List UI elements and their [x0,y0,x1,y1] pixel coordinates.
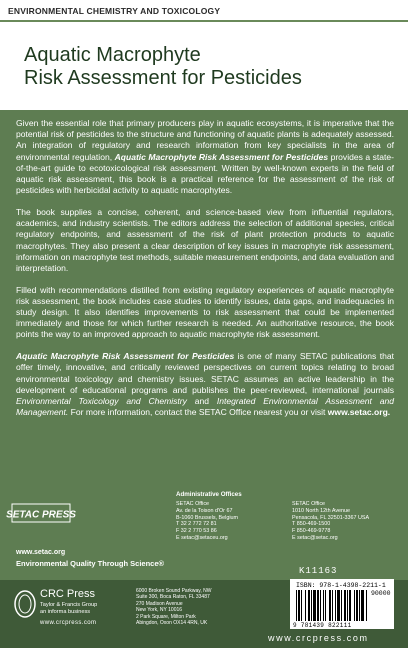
barcode-bar [305,590,306,621]
publisher-addresses [136,588,212,626]
barcode-bar [313,590,316,621]
svg-text:SETAC PRESS: SETAC PRESS [6,509,76,521]
product-code: K11163 [299,566,338,576]
barcode-bar [329,590,331,621]
barcode-bar [356,590,358,621]
barcode-bar [354,590,355,621]
publisher-group: Taylor & Francis Group [40,602,98,608]
publisher-business: an informa business [40,609,91,615]
series-name: ENVIRONMENTAL CHEMISTRY AND TOXICOLOGY [8,6,221,16]
address-line: 270 Madison Avenue [136,600,183,607]
barcode-bar [349,590,351,621]
barcode-bar [323,590,324,621]
back-cover-description [16,118,394,429]
barcode-bar [361,590,364,621]
journal-name: Environmental Toxicology and Chemistry [16,395,187,406]
address-line: New York, NY 10016 [136,607,183,614]
paragraph-2: The book supplies a concise, coherent, and science-based view from influential regulators, academics, and industry scientists. The editors address the selection of additional species, critical regulatory endpoints, and assessment of the risk of plant protection products to aquatic macrophytes. They also present a clear description of key issues in macrophyte risk assessment, information on macrophyte test methods, suitable measurement endpoints, and data evaluation and interpretation. [16,206,394,273]
address-line: Suite 300, Boca Raton, FL 33487 [136,594,210,601]
office-line: F 850-469-9778 [292,528,331,535]
barcode-bar [325,590,326,621]
office-line: 1010 North 12th Avenue [292,507,351,514]
barcode-bar [337,590,340,621]
crcpress-site[interactable]: www.crcpress.com [268,633,369,643]
text-span: and [186,395,217,406]
barcode-bar [335,590,336,621]
text-span: For more information, contact the SETAC Office nearest you or visit [68,407,328,418]
barcode-bar [301,590,302,621]
office-line: E setac@setaceu.org [176,534,228,541]
barcode-bar [317,590,319,621]
price-code: 90000 [371,590,391,597]
setac-tagline: Environmental Quality Through Science® [16,559,165,568]
book-title-inline: Aquatic Macrophyte Risk Assessment for Pesticides [16,351,235,362]
admin-offices-heading: Administrative Offices [176,491,242,498]
paragraph-1 [16,118,394,196]
header-divider [0,20,408,22]
barcode-bar [332,590,333,621]
barcode-bar [296,590,297,621]
office-line: T 32 2 772 72 81 [176,521,217,528]
crc-press-logo-icon [14,589,36,619]
office-line: B-1060 Brussels, Belgium [176,514,239,521]
office-north-america [292,501,369,542]
barcode-digits: 9 781439 822111 [293,622,352,629]
isbn-barcode [294,590,392,622]
barcode-bar [341,590,342,621]
office-line: SETAC Office [176,501,210,507]
setac-press-logo [6,502,76,524]
office-line: SETAC Office [292,501,326,507]
barcode-bar [344,590,346,621]
barcode-bar [298,590,300,621]
barcode-bar [359,590,360,621]
office-line: T 850-469-1500 [292,521,331,528]
address-line: Abingdon, Oxon OX14 4RN, UK [136,620,208,627]
book-title [24,44,302,90]
text-span: is one of many SETAC publications that offer timely, innovative, and critically reviewed perspectives on current topics relating to broad environmental toxicology and chemistry issues. SETAC assumes an active leadership in the development of educational programs and publishes the peer-reviewed, international journals [16,351,394,395]
barcode-bar [308,590,310,621]
publisher-name: CRC Press [40,588,96,600]
text-span: Given the essential role that primary producers play in aquatic ecosystems, it is imperative that the potential risk of pesticides to the structure and functioning of aquatic plants is adequately assessed. An integration of regulatory and research information from key specialists in the area of environmental regulation, [16,118,394,162]
office-line: F 32 2 770 53 86 [176,528,217,535]
journal-name: Integrated Environmental Assessment and Management. [16,395,394,418]
office-line: Av. de la Toison d'Or 67 [176,507,233,514]
setac-url-link[interactable]: www.setac.org. [327,407,391,418]
address-line: 6000 Broken Sound Parkway, NW [136,588,212,594]
barcode-bar [320,590,321,621]
setac-website[interactable]: www.setac.org [16,549,66,556]
paragraph-3: Filled with recommendations distilled from existing regulatory experiences of aquatic macrophyte risk assessment, the book includes case studies to identify issues, data gaps, and inadequacies in study design. It also identifies improvements to risk assessment that could be implemented immediately and those for which further research is needed. An authoritative resource, the book points the way to an improved approach to aquatic macrophyte risk assessment. [16,284,394,340]
publisher-website[interactable]: www.crcpress.com [40,620,97,626]
barcode-bar [311,590,312,621]
isbn-number: ISBN: 978-1-4398-2211-1 [296,582,386,589]
title-line-1: Aquatic Macrophyte [24,44,201,66]
office-line: E setac@setac.org [292,534,338,541]
barcode-bar [366,590,367,621]
title-line-2: Risk Assessment for Pesticides [24,67,302,89]
text-span: provides a state-of-the-art guide to ecotoxicological risk assessment. Written by well-known experts in the field of aquatic risk assessment, this book is a practical reference for the assessment of the risk of pesticides with herbicidal activity to aquatic macrophytes. [16,151,394,196]
book-title-inline: Aquatic Macrophyte Risk Assessment for Pesticides [114,151,329,162]
barcode-bar [347,590,348,621]
paragraph-4 [16,351,394,418]
office-europe [176,501,238,542]
office-line: Pensacola, FL 32501-3367 USA [292,514,370,521]
address-line: 2 Park Square, Milton Park [136,613,196,620]
publisher-subtitle [40,602,97,616]
